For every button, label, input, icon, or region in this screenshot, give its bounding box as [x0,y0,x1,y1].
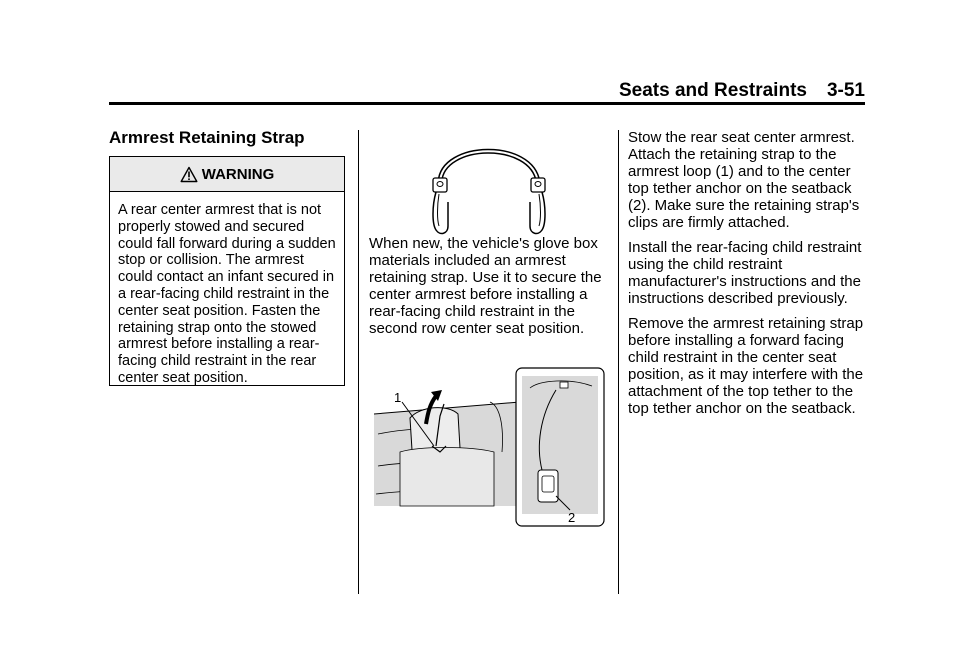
intro-paragraph: When new, the vehicle's glove box materials included an armrest retaining strap. Use it to secure the center armrest before installing a rear-facing child restraint in the second row center seat position. [369,235,602,337]
section-heading: Armrest Retaining Strap [109,128,305,147]
callout-2: 2 [568,510,576,525]
page-number: 3-51 [826,80,865,101]
column-divider-right [618,130,619,594]
warning-header [110,157,344,192]
page-header [560,80,865,102]
callout-1: 1 [394,390,402,405]
section-title: Seats and Restraints [619,80,807,101]
retaining-strap-illustration [420,134,560,246]
paragraph-install: Install the rear-facing child restraint using the child restraint manufacturer's instructions and the instructions described previously. [628,239,862,307]
paragraph-stow: Stow the rear seat center armrest. Attach the retaining strap to the armrest loop (1) and to the center top tether anchor on the seatback (2). Make sure the retaining strap's clips are firmly attached. [628,129,860,231]
warning-icon [180,166,198,183]
column-divider-left [358,130,359,594]
paragraph-remove: Remove the armrest retaining strap before installing a forward facing child restraint in the center seat position, as it may interfere with the attachment of the top tether to the top tether anchor on the seatback. [628,315,864,417]
warning-text: A rear center armrest that is not properly stowed and secured could fall forward during a sudden stop or collision. The armrest could contact an infant secured in a rear-facing child restraint in the center seat position. Fasten the retaining strap onto the stowed armrest before installing a rear-facing child restraint in the rear center seat position. [118,202,336,386]
seat-strap-illustration [370,366,608,528]
warning-box [109,156,345,386]
instructions-column [628,129,868,425]
warning-label: WARNING [201,165,275,183]
header-rule [109,102,865,105]
